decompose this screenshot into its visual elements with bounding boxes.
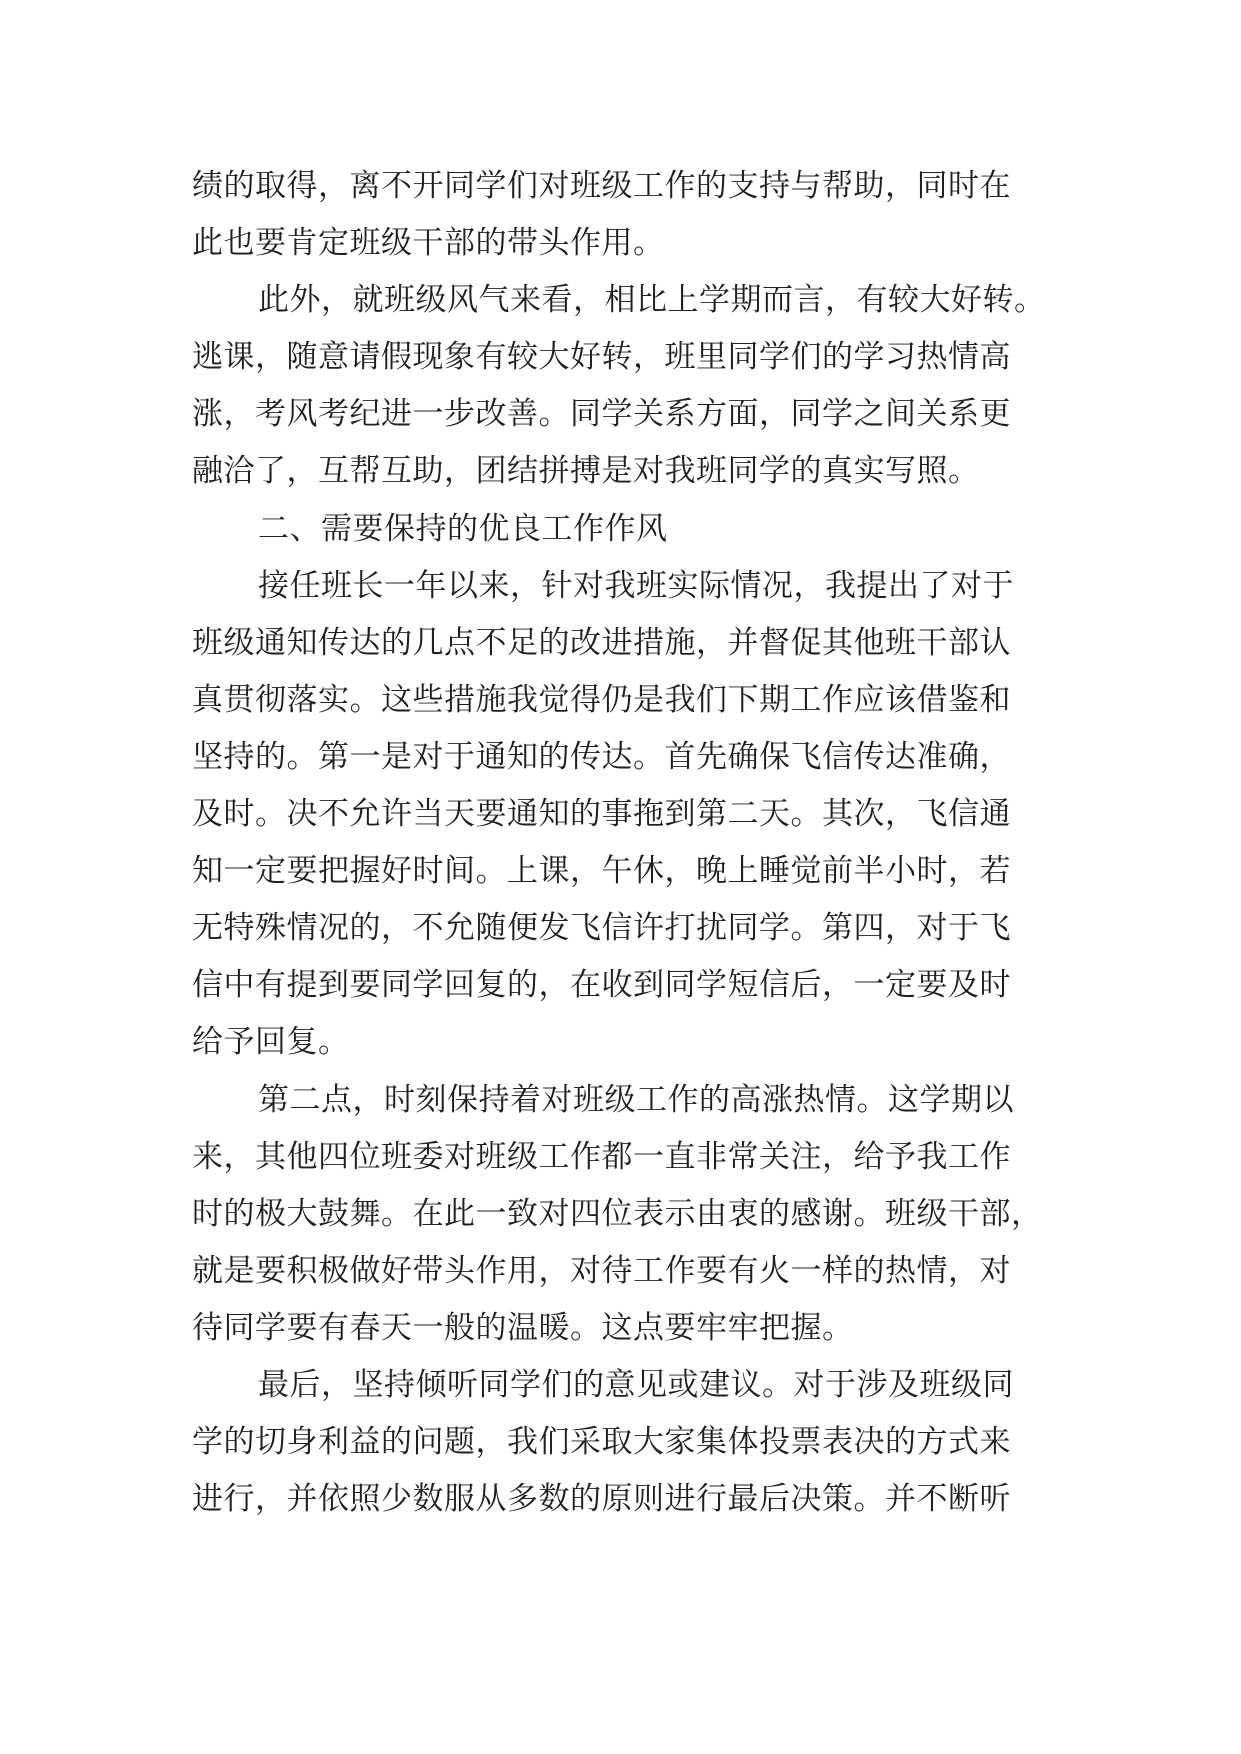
text-line: 真贯彻落实。这些措施我觉得仍是我们下期工作应该借鉴和 bbox=[192, 681, 1011, 718]
text-line: 及时。决不允许当天要通知的事拖到第二天。其次，飞信通 bbox=[192, 796, 1011, 833]
text-line: 无特殊情况的，不允随便发飞信许打扰同学。第四，对于飞 bbox=[192, 910, 1011, 947]
text-line: 给予回复。 bbox=[192, 1024, 350, 1061]
text-line: 来，其他四位班委对班级工作都一直非常关注，给予我工作 bbox=[192, 1138, 1011, 1175]
text-line: 涨，考风考纪进一步改善。同学关系方面，同学之间关系更 bbox=[192, 396, 1011, 433]
document-body bbox=[192, 158, 1062, 1528]
text-line: 知一定要把握好时间。上课，午休，晚上睡觉前半小时，若 bbox=[192, 853, 1011, 890]
text-line: 逃课，随意请假现象有较大好转，班里同学们的学习热情高 bbox=[192, 339, 1011, 376]
text-line: 就是要积极做好带头作用，对待工作要有火一样的热情，对 bbox=[192, 1252, 1011, 1289]
text-line: 信中有提到要同学回复的，在收到同学短信后，一定要及时 bbox=[192, 967, 1011, 1004]
text-line: 进行，并依照少数服从多数的原则进行最后决策。并不断听 bbox=[192, 1481, 1011, 1518]
text-line: 第二点，时刻保持着对班级工作的高涨热情。这学期以 bbox=[258, 1081, 1014, 1118]
text-line: 最后，坚持倾听同学们的意见或建议。对于涉及班级同 bbox=[258, 1366, 1014, 1403]
text-line: 融洽了，互帮互助，团结拼搏是对我班同学的真实写照。 bbox=[192, 453, 980, 490]
text-line: 学的切身利益的问题，我们采取大家集体投票表决的方式来 bbox=[192, 1424, 1011, 1461]
text-line: 接任班长一年以来，针对我班实际情况，我提出了对于 bbox=[258, 567, 1014, 604]
text-line: 坚持的。第一是对于通知的传达。首先确保飞信传达准确， bbox=[192, 738, 1011, 775]
text-line: 待同学要有春天一般的温暖。这点要牢牢把握。 bbox=[192, 1309, 854, 1346]
text-line: 时的极大鼓舞。在此一致对四位表示由衷的感谢。班级干部， bbox=[192, 1195, 1043, 1232]
text-line: 绩的取得，离不开同学们对班级工作的支持与帮助，同时在 bbox=[192, 168, 1011, 204]
text-line: 二、需要保持的优良工作作风 bbox=[258, 510, 668, 547]
text-line: 此外，就班级风气来看，相比上学期而言，有较大好转。 bbox=[258, 282, 1046, 319]
text-line: 班级通知传达的几点不足的改进措施，并督促其他班干部认 bbox=[192, 624, 1011, 661]
text-line: 此也要肯定班级干部的带头作用。 bbox=[192, 225, 665, 262]
